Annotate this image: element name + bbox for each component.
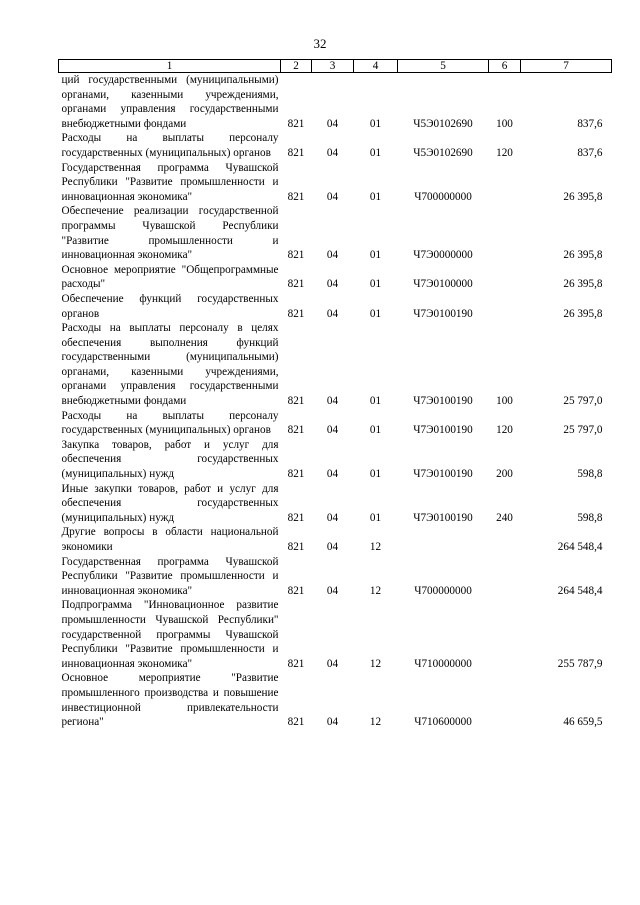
expense-type-code: 120	[496, 424, 513, 437]
row-name: Обеспечение реализации государственной программы Чувашской Республики "Развитие промышленности и инновационная экономика"	[61, 205, 279, 262]
table-row	[59, 671, 612, 729]
row-name: Иные закупки товаров, работ и услуг для обеспечения государственных (муниципальных) нужд	[61, 482, 279, 524]
expense-type-code	[489, 598, 521, 671]
amount-value: 598,8	[577, 468, 603, 481]
subsection-code: 01	[369, 511, 382, 524]
column-header: 5	[398, 60, 489, 73]
amount-value: 26 395,8	[563, 190, 603, 203]
section-code: 04	[326, 716, 339, 729]
row-name: ций государственными (муниципальными) органами, казенными учреждениями, органами управления государственными внебюджетными фондами	[61, 74, 279, 130]
expense-type-code	[489, 292, 521, 321]
section-code: 04	[326, 117, 339, 130]
table-row	[59, 438, 612, 482]
row-name: Закупка товаров, работ и услуг для обеспечения государственных (муниципальных) нужд	[61, 438, 279, 481]
subsection-code: 01	[369, 190, 382, 203]
expense-type-code: 240	[496, 511, 513, 524]
amount-value: 264 548,4	[557, 541, 603, 553]
column-header: 1	[59, 60, 281, 73]
expense-type-code: 120	[496, 146, 513, 159]
column-header: 6	[489, 60, 521, 73]
section-code: 04	[326, 657, 339, 670]
expense-type-code: 100	[496, 117, 513, 130]
expense-type-code: 200	[496, 468, 513, 481]
row-name: Основное мероприятие "Развитие промышленного производства и повышение инвестиционной привлекательности региона"	[61, 672, 279, 729]
table-row	[59, 482, 612, 526]
section-code: 04	[326, 278, 339, 291]
amount-value: 837,6	[577, 117, 603, 130]
amount-value: 837,6	[577, 146, 603, 159]
expense-type-code	[489, 263, 521, 292]
subsection-code: 01	[369, 468, 382, 481]
column-header: 4	[354, 60, 398, 73]
ministry-code: 821	[287, 395, 305, 408]
row-name: Подпрограмма "Инновационное развитие промышленности Чувашской Республики" государственной программы Чувашской Республики "Развитие промышленности и инновационная экономика"	[61, 599, 279, 670]
target-article-code: Ч7Э0100190	[413, 424, 473, 437]
row-name: Расходы на выплаты персоналу в целях обеспечения выполнения функций государственными (муниципальными) органами, казенными учреждениями, органами управления государственными внебюджетными фондами	[61, 322, 279, 408]
expense-type-code	[489, 161, 521, 205]
table-row	[59, 321, 612, 409]
column-header: 2	[281, 60, 312, 73]
column-header: 7	[521, 60, 612, 73]
expense-type-code	[489, 555, 521, 599]
subsection-code: 01	[369, 395, 382, 408]
amount-value: 255 787,9	[557, 657, 603, 670]
ministry-code: 821	[287, 541, 305, 553]
row-name: Обеспечение функций государственных органов	[61, 292, 279, 320]
amount-value: 25 797,0	[563, 424, 603, 437]
target-article-code: Ч700000000	[414, 190, 472, 203]
column-header: 3	[312, 60, 354, 73]
amount-value: 46 659,5	[563, 716, 603, 729]
subsection-code: 01	[369, 424, 382, 437]
target-article-code: Ч700000000	[414, 584, 472, 597]
subsection-code: 01	[369, 307, 382, 320]
column-number-header	[59, 60, 612, 73]
ministry-code: 821	[287, 146, 305, 159]
expense-type-code	[489, 671, 521, 729]
section-code: 04	[326, 468, 339, 481]
row-name: Расходы на выплаты персоналу государственных (муниципальных) органов	[61, 409, 279, 437]
ministry-code: 821	[287, 511, 305, 524]
section-code: 04	[326, 511, 339, 524]
table-row	[59, 409, 612, 438]
table-row	[59, 204, 612, 262]
section-code: 04	[326, 146, 339, 159]
section-code: 04	[326, 395, 339, 408]
section-code: 04	[326, 424, 339, 437]
table-row	[59, 292, 612, 321]
ministry-code: 821	[287, 584, 305, 597]
expense-type-code	[489, 525, 521, 554]
row-name: Основное мероприятие "Общепрограммные расходы"	[61, 263, 279, 291]
target-article-code: Ч710600000	[414, 716, 472, 729]
ministry-code: 821	[287, 190, 305, 203]
target-article-code	[398, 525, 489, 554]
target-article-code: Ч7Э0100190	[413, 511, 473, 524]
target-article-code: Ч5Э0102690	[413, 117, 473, 130]
ministry-code: 821	[287, 117, 305, 130]
ministry-code: 821	[287, 278, 305, 291]
amount-value: 264 548,4	[557, 584, 603, 597]
target-article-code: Ч7Э0100000	[413, 278, 473, 291]
ministry-code: 821	[287, 657, 305, 670]
target-article-code: Ч7Э0100190	[413, 468, 473, 481]
ministry-code: 821	[287, 716, 305, 729]
section-code: 04	[326, 190, 339, 203]
ministry-code: 821	[287, 307, 305, 320]
amount-value: 26 395,8	[563, 278, 603, 291]
table-row	[59, 598, 612, 671]
subsection-code: 01	[369, 278, 382, 291]
table-row	[59, 263, 612, 292]
target-article-code: Ч5Э0102690	[413, 146, 473, 159]
amount-value: 25 797,0	[563, 395, 603, 408]
amount-value: 26 395,8	[563, 307, 603, 320]
section-code: 04	[326, 584, 339, 597]
subsection-code: 12	[369, 657, 382, 670]
expense-type-code: 100	[496, 395, 513, 408]
subsection-code: 12	[369, 541, 382, 553]
subsection-code: 01	[369, 146, 382, 159]
section-code: 04	[326, 307, 339, 320]
table-row	[59, 131, 612, 160]
target-article-code: Ч7Э0000000	[413, 249, 473, 262]
target-article-code: Ч7Э0100190	[413, 395, 473, 408]
row-name: Расходы на выплаты персоналу государственных (муниципальных) органов	[61, 132, 279, 159]
subsection-code: 01	[369, 117, 382, 130]
ministry-code: 821	[287, 424, 305, 437]
row-name: Другие вопросы в области национальной экономики	[61, 526, 279, 553]
amount-value: 598,8	[577, 511, 603, 524]
row-name: Государственная программа Чувашской Республики "Развитие промышленности и инновационная экономика"	[61, 161, 279, 203]
section-code: 04	[326, 249, 339, 262]
row-name: Государственная программа Чувашской Республики "Развитие промышленности и инновационная экономика"	[61, 555, 279, 597]
subsection-code: 01	[369, 249, 382, 262]
target-article-code: Ч710000000	[414, 657, 472, 670]
section-code: 04	[326, 541, 339, 553]
subsection-code: 12	[369, 716, 382, 729]
table-row	[59, 555, 612, 599]
table-row	[59, 161, 612, 205]
page-number: 32	[313, 36, 327, 51]
expense-type-code	[489, 204, 521, 262]
subsection-code: 12	[369, 584, 382, 597]
ministry-code: 821	[287, 249, 305, 262]
ministry-code: 821	[287, 468, 305, 481]
amount-value: 26 395,8	[563, 249, 603, 262]
target-article-code: Ч7Э0100190	[413, 307, 473, 320]
table-row	[59, 525, 612, 554]
budget-table	[58, 59, 612, 730]
table-row	[59, 73, 612, 132]
